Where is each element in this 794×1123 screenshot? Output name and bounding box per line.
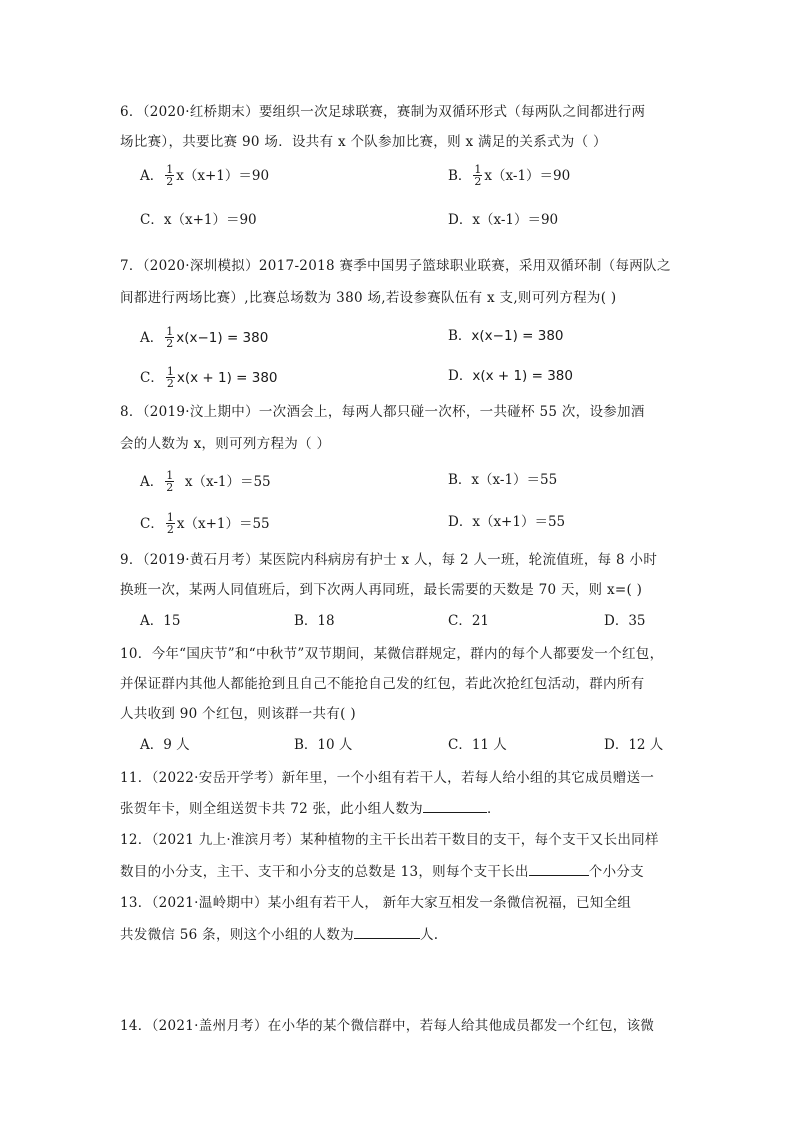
q10-option-a: A．9 人: [140, 737, 190, 753]
q6-option-b: B． $\frac{1}{2}$ x（x-1）＝90: [448, 163, 571, 188]
q7-option-a: A． $\frac{1}{2}$ x(x−1) = 380: [140, 325, 269, 350]
answer-blank[interactable]: [529, 861, 589, 876]
fraction: $\frac{1}{2}$: [166, 511, 174, 536]
q6-option-a: A． $\frac{1}{2}$ x（x+1）＝90: [140, 163, 270, 188]
answer-blank[interactable]: [354, 924, 420, 939]
q7-option-c: C． $\frac{1}{2}$ x(x + 1) = 380: [140, 365, 278, 390]
q8-line-2: 会的人数为 x，则可列方程为（ ）: [120, 436, 331, 452]
q10-option-d: D．12 人: [604, 737, 664, 753]
fraction: $\frac{1}{2}$: [474, 163, 482, 188]
fraction: $\frac{1}{2}$: [166, 469, 174, 494]
q6-line-2: 场比赛），共要比赛 90 场．设共有 x 个队参加比赛，则 x 满足的关系式为（ ）: [120, 134, 607, 150]
q9-line-2: 换班一次，某两人同值班后，到下次两人再同班，最长需要的天数是 70 天，则 x=( ): [120, 582, 643, 598]
q10-option-b: B．10 人: [294, 737, 353, 753]
answer-blank[interactable]: [423, 798, 487, 813]
q8-option-b: B． x（x-1）＝55: [448, 472, 558, 488]
fraction: $\frac{1}{2}$: [166, 325, 174, 350]
q9-option-c: C．21: [448, 613, 490, 629]
q6-option-d: D． x（x-1）＝90: [448, 212, 559, 228]
q10-line-2: 并保证群内其他人都能抢到且自己不能抢自己发的红包，若此次抢红包活动，群内所有: [120, 676, 645, 692]
q8-option-c: C． $\frac{1}{2}$ x（x+1）＝55: [140, 511, 270, 536]
q6-option-c: C． x（x+1）＝90: [140, 212, 257, 228]
q10-line-3: 人共收到 90 个红包，则该群一共有( ): [120, 706, 356, 722]
q8-option-d: D． x（x+1）＝55: [448, 514, 566, 530]
q10-line-1: 10．今年“国庆节”和“中秋节”双节期间，某微信群规定，群内的每个人都要发一个红包，: [120, 646, 664, 662]
q11-line-2: 张贺年卡，则全组送贺卡共 72 张，此小组人数为 ．: [120, 798, 501, 819]
q9-line-1: 9．（2019·黄石月考）某医院内科病房有护士 x 人，每 2 人一班，轮流值班，每 8 小时: [120, 552, 658, 568]
q14-line-1: 14．（2021·盖州月考）在小华的某个微信群中，若每人给其他成员都发一个红包，该微: [120, 1018, 655, 1034]
q8-option-a: A． $\frac{1}{2}$ x（x-1）＝55: [140, 469, 271, 494]
fraction: $\frac{1}{2}$: [166, 365, 174, 390]
q12-line-2: 数目的小分支，主干、支干和小分支的总数是 13，则每个支干长出 个小分支: [120, 861, 644, 882]
q12-line-1: 12．（2021 九上·淮滨月考）某种植物的主干长出若干数目的支干，每个支干又长出同样: [120, 832, 659, 848]
q6-line-1: 6．（2020·红桥期末）要组织一次足球联赛，赛制为双循环形式（每两队之间都进行两: [120, 104, 646, 120]
q7-option-b: B． x(x−1) = 380: [448, 328, 564, 344]
q11-line-1: 11．（2022·安岳开学考）新年里，一个小组有若干人，若每人给小组的其它成员赠送一: [120, 770, 655, 786]
q7-option-d: D． x(x + 1) = 380: [448, 368, 573, 384]
fraction: $\frac{1}{2}$: [166, 163, 174, 188]
q7-line-1: 7．（2020·深圳模拟）2017-2018 赛季中国男子篮球职业联赛，采用双循环制（每两队之: [120, 258, 671, 274]
q7-line-2: 间都进行两场比赛）,比赛总场数为 380 场,若设参赛队伍有 x 支,则可列方程为( ): [120, 290, 617, 306]
q9-option-b: B．18: [294, 613, 335, 629]
q10-option-c: C．11 人: [448, 737, 507, 753]
q13-line-1: 13．（2021·温岭期中）某小组有若干人， 新年大家互相发一条微信祝福，已知全组: [120, 895, 632, 911]
q13-line-2: 共发微信 56 条，则这个小组的人数为 人.: [120, 924, 438, 945]
q9-option-d: D．35: [604, 613, 646, 629]
q9-option-a: A．15: [140, 613, 181, 629]
q8-line-1: 8．（2019·汶上期中）一次酒会上，每两人都只碰一次杯，一共碰杯 55 次，设参加酒: [120, 404, 645, 420]
